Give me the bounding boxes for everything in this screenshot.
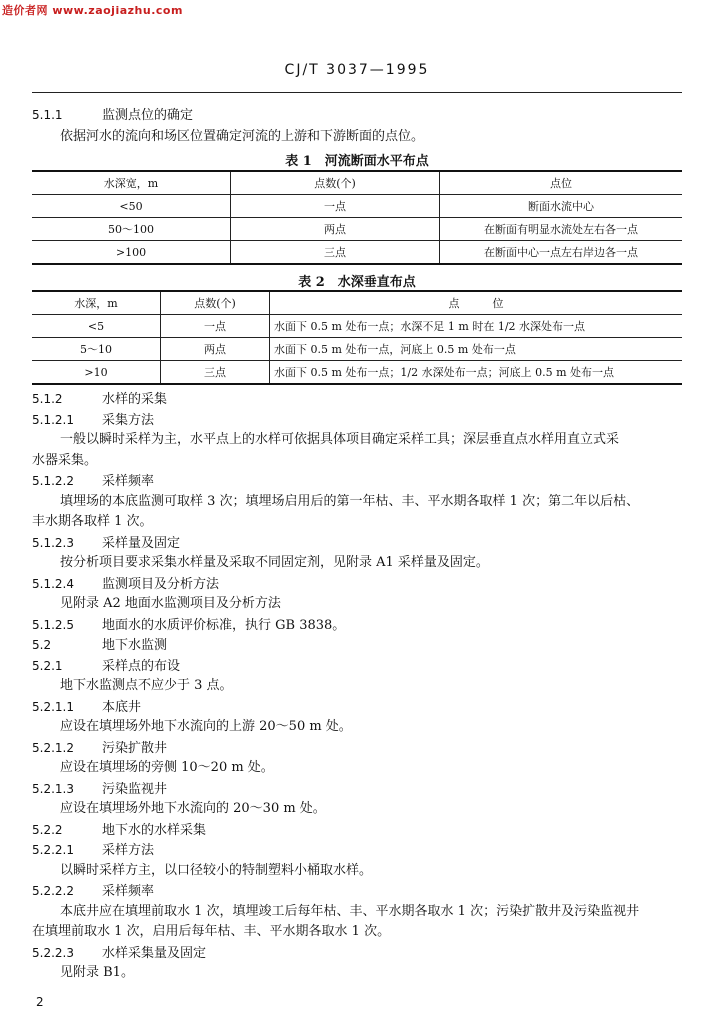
section-title: 采样频率 — [102, 474, 155, 489]
section-number: 5.1.2.4 — [32, 576, 74, 591]
section-title: 污染监视井 — [102, 781, 168, 797]
paragraph-line: 见附录 A2 地面水监测项目及分析方法 — [60, 596, 281, 611]
section-heading — [32, 945, 206, 962]
table2-header-cell: 点 位 — [270, 291, 683, 315]
paragraph-line: 地下水监测点不应少于 3 点。 — [60, 678, 233, 693]
table-row — [32, 315, 682, 338]
section-title: 采样方法 — [102, 843, 155, 858]
section-title: 采样点的布设 — [102, 658, 181, 674]
section-heading — [32, 658, 180, 675]
section-title: 地面水的水质评价标准，执行 GB 3838。 — [102, 617, 346, 633]
table-row — [32, 361, 682, 385]
section-title: 地下水的水样采集 — [102, 822, 207, 838]
paragraph-line: 按分析项目要求采集水样量及采取不同固定剂，见附录 A1 采样量及固定。 — [60, 555, 489, 570]
watermark-logo: 造价者网 www.zaojiazhu.com — [2, 4, 183, 17]
table-cell: 50～100 — [32, 218, 231, 241]
paragraph-line: 应设在填埋场的旁侧 10～20 m 处。 — [60, 760, 274, 775]
section-number: 5.1.2.2 — [32, 474, 74, 488]
table-row — [32, 241, 682, 265]
table1-header-cell: 点位 — [440, 171, 683, 195]
section-number: 5.2.2.3 — [32, 945, 74, 960]
paragraph-line: 丰水期各取样 1 次。 — [32, 514, 153, 529]
section-heading — [32, 535, 180, 552]
table-cell: 一点 — [231, 195, 440, 218]
section-title: 本底井 — [102, 699, 142, 715]
section-number: 5.2.1.3 — [32, 781, 74, 796]
standard-number-header: CJ/T 3037—1995 — [284, 62, 430, 78]
section-number: 5.2.2.2 — [32, 884, 74, 898]
table-row — [32, 195, 682, 218]
table2-title: 表 2 水深垂直布点 — [298, 275, 416, 290]
section-heading — [32, 391, 167, 408]
section-number: 5.2.1.1 — [32, 699, 74, 714]
page-number: 2 — [36, 995, 44, 1009]
table-cell: 水面下 0.5 m 处布一点；1/2 水深处布一点；河底上 0.5 m 处布一点 — [270, 361, 683, 385]
section-title: 采样量及固定 — [102, 535, 181, 551]
table-cell: 5～10 — [32, 338, 161, 361]
section-number: 5.2.1.2 — [32, 740, 74, 755]
table-cell: >100 — [32, 241, 231, 265]
section-heading — [32, 740, 167, 757]
table-row — [32, 338, 682, 361]
section-number: 5.1.2.5 — [32, 617, 74, 632]
paragraph-line: 以瞬时采样方主，以口径较小的特制塑料小桶取水样。 — [60, 862, 373, 878]
paragraph: 依据河水的流向和场区位置确定河流的上游和下游断面的点位。 — [60, 129, 425, 144]
section-heading — [32, 473, 154, 490]
section-number: 5.1.2 — [32, 392, 63, 406]
table1-header-cell: 水深宽，m — [32, 171, 231, 195]
table1-header-cell: 点数(个) — [231, 171, 440, 195]
section-number: 5.2.2 — [32, 822, 63, 837]
paragraph-line: 本底井应在填埋前取水 1 次，填埋竣工后每年枯、丰、平水期各取水 1 次；污染扩散井及污染监视井 — [60, 903, 640, 919]
section-heading — [32, 842, 154, 859]
table2-header-row — [32, 291, 682, 315]
table-cell: 水面下 0.5 m 处布一点，河底上 0.5 m 处布一点 — [270, 338, 683, 361]
table-cell: 一点 — [161, 315, 270, 338]
table2-header-cell: 水深，m — [32, 291, 161, 315]
table1-title: 表 1 河流断面水平布点 — [285, 154, 429, 169]
paragraph-line: 一般以瞬时采样为主，水平点上的水样可依据具体项目确定采样工具；深层垂直点水样用直立式采 — [60, 432, 620, 447]
section-heading: 5.1.1 监测点位的确定 — [32, 108, 194, 123]
table1-header-row — [32, 171, 682, 195]
section-title: 采集方法 — [102, 412, 155, 428]
paragraph-line: 应设在填埋场外地下水流向的 20～30 m 处。 — [60, 801, 326, 816]
section-heading — [32, 699, 141, 716]
section-number: 5.2.1 — [32, 658, 63, 673]
table-cell: >10 — [32, 361, 161, 385]
section-heading — [32, 781, 167, 798]
section-title: 污染扩散井 — [102, 740, 168, 756]
paragraph-line: 水器采集。 — [32, 452, 98, 468]
section-title: 水样的采集 — [102, 392, 168, 407]
table2 — [32, 290, 682, 385]
section-title: 地下水监测 — [102, 638, 168, 653]
section-number: 5.2.2.1 — [32, 843, 74, 857]
section-number: 5.2 — [32, 638, 52, 652]
section-heading — [32, 822, 206, 839]
table-cell: 在断面中心一点左右岸边各一点 — [440, 241, 683, 265]
header-rule — [32, 92, 682, 93]
table-row — [32, 218, 682, 241]
section-heading — [32, 883, 154, 900]
paragraph-line: 应设在填埋场外地下水流向的上游 20～50 m 处。 — [60, 719, 352, 734]
section-title: 水样采集量及固定 — [102, 945, 207, 961]
paragraph-line: 见附录 B1。 — [60, 965, 134, 980]
section-heading — [32, 576, 219, 593]
table-cell: 三点 — [161, 361, 270, 385]
section-heading — [32, 412, 154, 429]
section-number: 5.1.2.3 — [32, 535, 74, 550]
table-cell: 两点 — [231, 218, 440, 241]
table-cell: 三点 — [231, 241, 440, 265]
section-heading — [32, 617, 345, 634]
table2-header-cell: 点数(个) — [161, 291, 270, 315]
section-title: 采样频率 — [102, 884, 155, 899]
section-title: 监测项目及分析方法 — [102, 576, 220, 592]
table-cell: 两点 — [161, 338, 270, 361]
section-number: 5.1.2.1 — [32, 412, 74, 427]
table-cell: 在断面有明显水流处左右各一点 — [440, 218, 683, 241]
table-cell: <5 — [32, 315, 161, 338]
table1 — [32, 170, 682, 265]
table-cell: 断面水流中心 — [440, 195, 683, 218]
table-cell: 水面下 0.5 m 处布一点；水深不足 1 m 时在 1/2 水深处布一点 — [270, 315, 683, 338]
paragraph-line: 在填埋前取水 1 次，启用后每年枯、丰、平水期各取水 1 次。 — [32, 924, 391, 939]
paragraph-line: 填埋场的本底监测可取样 3 次；填埋场启用后的第一年枯、丰、平水期各取样 1 次；第二年以后枯、 — [60, 493, 640, 509]
table-cell: <50 — [32, 195, 231, 218]
section-heading — [32, 637, 167, 654]
